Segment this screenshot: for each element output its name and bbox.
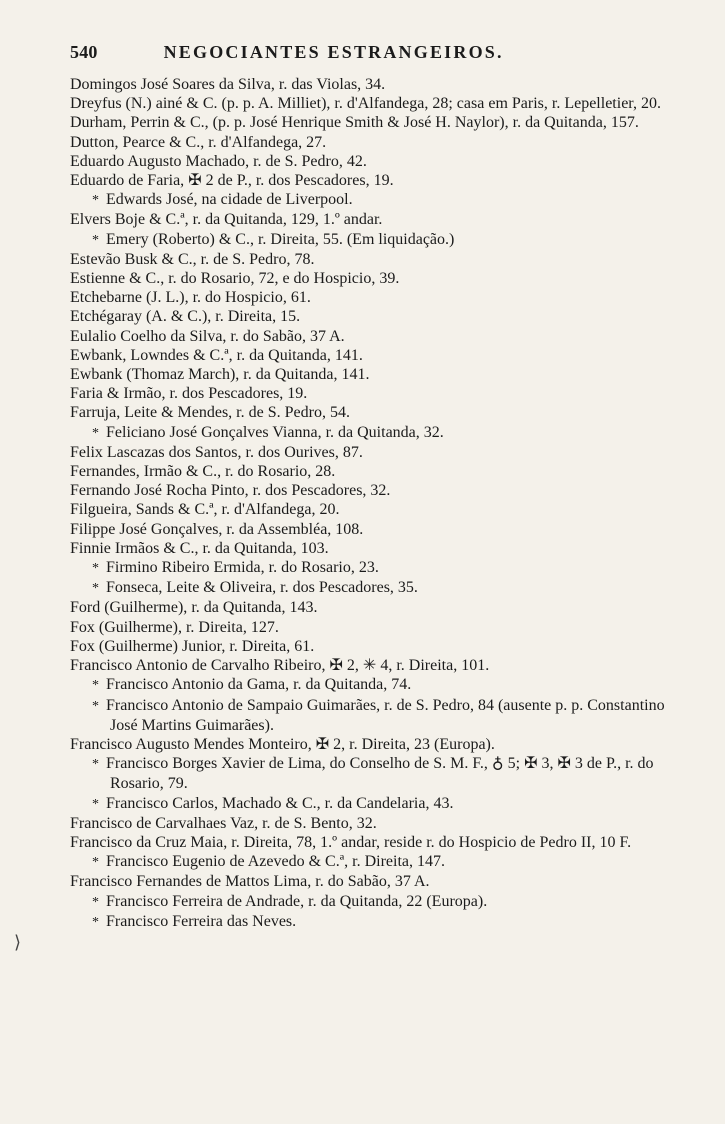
merchant-name: Feliciano José Gonçalves Vianna,	[106, 423, 322, 441]
merchant-address: r. da Quitanda, 141.	[232, 346, 363, 364]
list-item	[70, 423, 665, 443]
list-item	[70, 539, 665, 558]
list-item	[70, 250, 665, 269]
merchant-name: Fox (Guilherme) Junior,	[70, 637, 226, 655]
merchant-address: r. Direita, 127.	[181, 618, 279, 636]
list-item	[70, 558, 665, 578]
merchant-address: na cidade de Liverpool.	[197, 191, 353, 209]
list-item	[70, 578, 665, 598]
merchant-name: Finnie Irmãos & C.,	[70, 539, 199, 557]
merchant-address: (p. p. A. Milliet), r. d'Alfandega, 28; casa em Paris, r. Lepelletier, 20.	[217, 95, 661, 113]
merchant-name: Filgueira, Sands & C.ª,	[70, 501, 218, 519]
merchant-address: (p. p. José Henrique Smith & José H. Naylor), r. da Quitanda, 157.	[208, 114, 639, 132]
merchant-name: Francisco de Carvalhaes Vaz,	[70, 814, 259, 832]
merchant-address: r. da Quitanda, 103.	[198, 539, 329, 557]
merchant-address: r. das Violas, 34.	[274, 76, 386, 93]
list-item	[70, 307, 665, 326]
list-item	[70, 735, 665, 754]
list-item	[70, 113, 665, 132]
merchant-address: r. dos Pescadores, 35.	[276, 579, 418, 597]
merchant-address: r. do Sabão, 37 A.	[311, 873, 430, 891]
list-item	[70, 872, 665, 891]
page-header	[70, 42, 665, 70]
merchant-address: r. Direita, 61.	[225, 637, 315, 655]
merchant-address: r. Direita, 15.	[211, 308, 301, 326]
list-item	[70, 171, 665, 190]
merchant-name: Francisco Ferreira de Andrade,	[106, 892, 305, 910]
list-item	[70, 656, 665, 675]
merchant-address: r. de S. Pedro, 78.	[196, 250, 315, 268]
merchant-address: r. Direita, 78, 1.º andar, reside r. do Hospicio de Pedro II, 10 F.	[227, 833, 632, 851]
merchant-address: r. da Quitanda, 143.	[187, 599, 318, 617]
list-item	[70, 520, 665, 539]
merchant-address: r. do Rosario, 23.	[264, 559, 379, 577]
list-item	[70, 230, 665, 250]
list-item	[70, 618, 665, 637]
merchant-address: r. da Quitanda, 141.	[239, 366, 370, 384]
list-item	[70, 794, 665, 814]
list-item	[70, 403, 665, 422]
star-marker: *	[92, 232, 99, 248]
merchant-name: Etchégaray (A. & C.),	[70, 308, 212, 326]
list-item	[70, 75, 665, 94]
star-marker: *	[92, 757, 99, 773]
list-item	[70, 696, 665, 735]
margin-mark: ⟩	[14, 932, 22, 953]
merchant-name: Elvers Boje & C.ª,	[70, 211, 189, 229]
list-item	[70, 346, 665, 365]
list-item	[70, 365, 665, 384]
merchant-address: r. da Assembléa, 108.	[222, 520, 364, 538]
merchant-address: r. do Hospicio, 61.	[188, 289, 311, 307]
merchant-address: r. do Rosario, 72, e do Hospicio, 39.	[164, 270, 400, 288]
merchant-name: Eulalio Coelho da Silva,	[70, 327, 227, 345]
merchant-address: r. de S. Pedro, 84 (ausente p. p. Constantino José Martins Guimarães).	[110, 696, 665, 734]
merchant-address: r. Direita, 147.	[348, 853, 446, 871]
merchant-address: r. Direita, 55. (Em liquidação.)	[253, 230, 455, 248]
list-item	[70, 190, 665, 210]
merchant-name: Francisco da Cruz Maia,	[70, 833, 228, 851]
merchant-address: r. de S. Pedro, 42.	[249, 152, 367, 170]
star-marker: *	[92, 561, 99, 577]
merchant-name: Fonseca, Leite & Oliveira,	[106, 579, 277, 597]
merchant-address: r. da Candelaria, 43.	[320, 794, 454, 812]
merchant-name: Eduardo Augusto Machado,	[70, 152, 250, 170]
merchant-name: Fernando José Rocha Pinto,	[70, 482, 249, 500]
merchant-address: r. d'Alfandega, 27.	[204, 133, 327, 151]
list-item	[70, 269, 665, 288]
merchant-name: Francisco Fernandes de Mattos Lima,	[70, 873, 312, 891]
merchant-name: Etchebarne (J. L.),	[70, 289, 189, 307]
merchant-name: Francisco Ferreira das Neves.	[106, 912, 297, 930]
merchant-name: Francisco Antonio da Gama,	[106, 676, 290, 694]
star-marker: *	[92, 855, 99, 871]
list-item	[70, 892, 665, 912]
merchant-name: Edwards José,	[106, 191, 198, 209]
star-marker: *	[92, 581, 99, 597]
list-item	[70, 384, 665, 403]
merchant-name: Ford (Guilherme),	[70, 599, 188, 617]
merchant-address: r. de S. Pedro, 54.	[232, 404, 350, 422]
merchant-name: Estienne & C.,	[70, 270, 165, 288]
merchant-name: Dreyfus (N.) ainé & C.	[70, 95, 218, 113]
star-marker: *	[92, 894, 99, 910]
merchant-name: Dutton, Pearce & C.,	[70, 133, 205, 151]
merchant-name: Francisco Antonio de Sampaio Guimarães,	[106, 696, 381, 714]
list-item	[70, 754, 665, 793]
merchant-name: Filippe José Gonçalves,	[70, 520, 223, 538]
list-item	[70, 637, 665, 656]
merchant-name: Fernandes, Irmão & C.,	[70, 463, 222, 481]
merchant-address: do Conselho de S. M. F., ♁ 5; ✠ 3, ✠ 3 de P., r. do Rosario, 79.	[110, 755, 654, 793]
list-item	[70, 912, 665, 932]
merchant-name: Emery (Roberto) & C.,	[106, 230, 254, 248]
merchant-address: r. dos Ourives, 87.	[241, 443, 363, 461]
star-marker: *	[92, 914, 99, 930]
merchant-address: r. da Quitanda, 22 (Europa).	[304, 892, 488, 910]
list-item	[70, 94, 665, 113]
merchant-name: Faria & Irmão,	[70, 385, 166, 403]
list-item	[70, 288, 665, 307]
list-item	[70, 481, 665, 500]
entry-list	[70, 75, 665, 932]
star-marker: *	[92, 796, 99, 812]
list-item	[70, 133, 665, 152]
page-title: NEGOCIANTES ESTRANGEIROS.	[163, 42, 504, 62]
merchant-name: Francisco Borges Xavier de Lima,	[106, 755, 326, 773]
merchant-address: ✠ 2, ✳ 4, r. Direita, 101.	[325, 657, 490, 675]
star-marker: *	[92, 678, 99, 694]
merchant-name: Francisco Eugenio de Azevedo & C.ª,	[106, 853, 349, 871]
merchant-name: Felix Lascazas dos Santos,	[70, 443, 242, 461]
list-item	[70, 500, 665, 519]
merchant-address: r. dos Pescadores, 32.	[248, 482, 391, 500]
merchant-name: Francisco Carlos, Machado & C.,	[106, 794, 321, 812]
merchant-name: Domingos José Soares da Silva,	[70, 76, 275, 93]
merchant-name: Fox (Guilherme),	[70, 618, 182, 636]
merchant-name: Ewbank, Lowndes & C.ª,	[70, 346, 233, 364]
list-item	[70, 675, 665, 695]
merchant-address: r. dos Pescadores, 19.	[165, 385, 308, 403]
list-item	[70, 210, 665, 229]
list-item	[70, 462, 665, 481]
list-item	[70, 598, 665, 617]
merchant-address: ✠ 2, r. Direita, 23 (Europa).	[311, 735, 495, 753]
merchant-address: ✠ 2 de P., r. dos Pescadores, 19.	[184, 172, 394, 190]
list-item	[70, 152, 665, 171]
list-item	[70, 852, 665, 872]
list-item	[70, 327, 665, 346]
list-item	[70, 443, 665, 462]
merchant-address: r. da Quitanda, 74.	[289, 676, 412, 694]
merchant-name: Francisco Antonio de Carvalho Ribeiro,	[70, 657, 326, 675]
star-marker: *	[92, 425, 99, 441]
list-item	[70, 833, 665, 852]
merchant-name: Durham, Perrin & C.,	[70, 114, 209, 132]
merchant-name: Eduardo de Faria,	[70, 172, 185, 190]
merchant-address: r. d'Alfandega, 20.	[217, 501, 340, 519]
list-item	[70, 814, 665, 833]
merchant-address: r. da Quitanda, 32.	[321, 423, 444, 441]
merchant-name: Farruja, Leite & Mendes,	[70, 404, 233, 422]
merchant-address: r. de S. Bento, 32.	[258, 814, 377, 832]
merchant-address: r. do Rosario, 28.	[221, 463, 336, 481]
merchant-name: Estevão Busk & C.,	[70, 250, 197, 268]
merchant-name: Francisco Augusto Mendes Monteiro,	[70, 735, 312, 753]
merchant-name: Firmino Ribeiro Ermida,	[106, 559, 265, 577]
star-marker: *	[92, 193, 99, 209]
page-number: 540	[70, 42, 98, 62]
merchant-name: Ewbank (Thomaz March),	[70, 366, 240, 384]
star-marker: *	[92, 698, 99, 714]
merchant-address: r. da Quitanda, 129, 1.º andar.	[188, 211, 383, 229]
merchant-address: r. do Sabão, 37 A.	[226, 327, 345, 345]
